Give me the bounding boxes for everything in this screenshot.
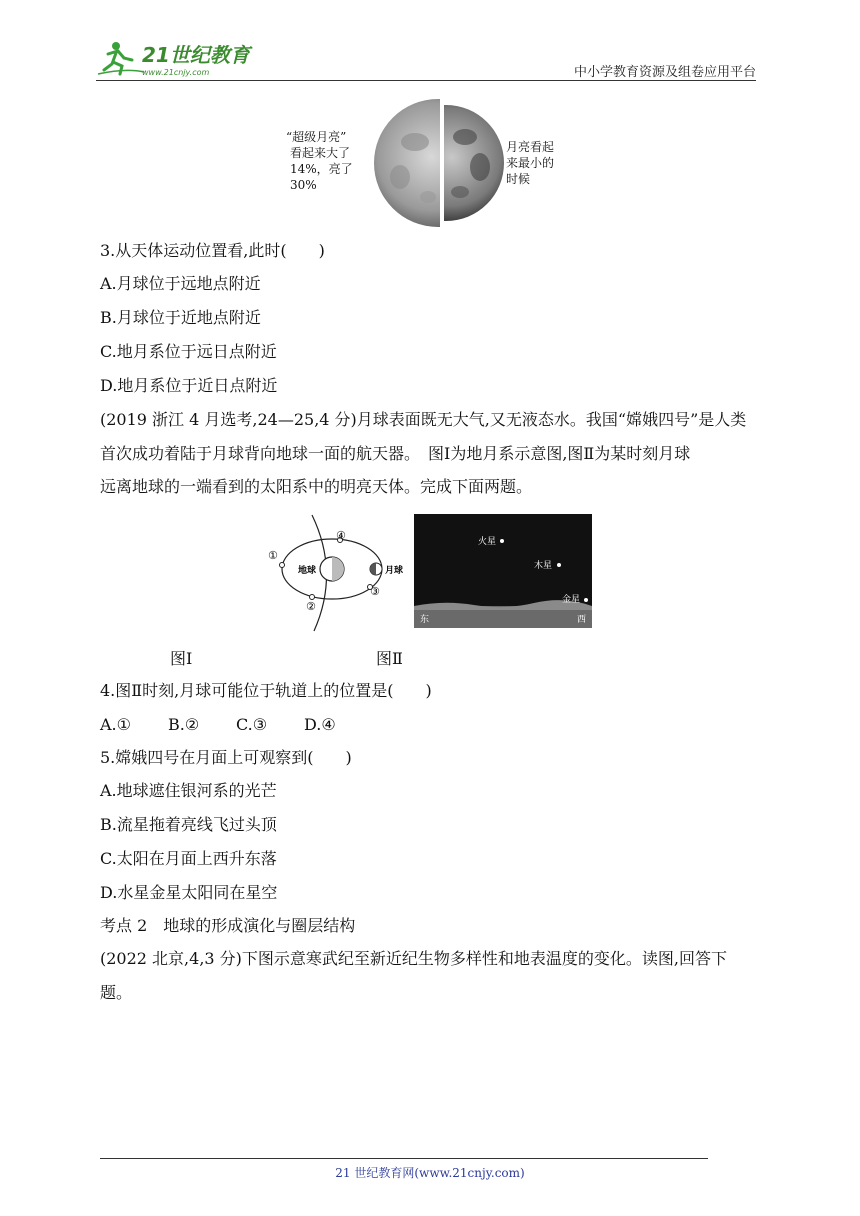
section-title: 考点 2 地球的形成演化与圈层结构 — [100, 916, 356, 935]
q5-option-c: C.太阳在月面上西升东落 — [100, 849, 277, 868]
q5-option-d: D.水星金星太阳同在星空 — [100, 883, 278, 902]
position-3-label: ③ — [370, 585, 380, 598]
position-2-label: ② — [306, 600, 316, 613]
footer-divider — [100, 1158, 708, 1159]
q4-option-a: A.① — [100, 715, 131, 734]
q5-option-a: A.地球遮住银河系的光芒 — [100, 781, 277, 800]
intro-line-1: (2019 浙江 4 月选考,24—25,4 分)月球表面既无大气,又无液态水。我国“嫦娥四号”是人类 — [100, 410, 747, 429]
q5-stem: 5.嫦娥四号在月面上可观察到( ) — [100, 748, 352, 767]
passage-intro-2 — [100, 942, 764, 1009]
intro-line-3: 远离地球的一端看到的太阳系中的明亮天体。完成下面两题。 — [100, 477, 533, 496]
venus-label: 金星 — [562, 595, 581, 605]
header-divider — [96, 80, 756, 81]
jupiter-dot — [557, 563, 561, 567]
position-4-label: ④ — [336, 529, 346, 542]
q4-stem: 4.图Ⅱ时刻,月球可能位于轨道上的位置是( ) — [100, 681, 432, 700]
q3-option-b: B.月球位于近地点附近 — [100, 308, 261, 327]
q4-option-c: C.③ — [236, 715, 268, 734]
mars-label: 火星 — [478, 537, 497, 547]
lunar-night-sky-figure — [414, 514, 592, 628]
site-logo — [96, 38, 256, 82]
super-moon-caption: “超级月亮” 看起来大了 14%，亮了 30% — [286, 130, 353, 192]
header-platform-text: 中小学教育资源及组卷应用平台 — [573, 65, 756, 80]
q3-option-a: A.月球位于远地点附近 — [100, 274, 261, 293]
q4-option-d: D.④ — [304, 715, 336, 734]
moon-comparison-figure — [280, 97, 570, 229]
q5-option-b: B.流星拖着亮线飞过头顶 — [100, 815, 277, 834]
q3-option-d: D.地月系位于近日点附近 — [100, 376, 278, 395]
logo-text: 21世纪教育 — [142, 43, 250, 67]
jupiter-label: 木星 — [534, 561, 553, 571]
logo-url: www.21cnjy.com — [142, 68, 210, 77]
figure-1-caption: 图Ⅰ — [170, 649, 193, 668]
east-label: 东 — [420, 615, 430, 625]
figure-2-caption: 图Ⅱ — [376, 649, 403, 668]
intro2-line-2: 题。 — [100, 982, 133, 1002]
position-1-label: ① — [268, 549, 278, 562]
q3-stem: 3.从天体运动位置看,此时( ) — [100, 241, 325, 260]
footer-link[interactable]: 21 世纪教育网(www.21cnjy.com) — [335, 1166, 525, 1180]
small-moon-caption: 月亮看起 来最小的 时候 — [506, 140, 555, 186]
moon-label: 月球 — [385, 566, 404, 576]
q4-option-b: B.② — [168, 715, 200, 734]
earth-label: 地球 — [298, 566, 317, 576]
passage-intro — [100, 403, 764, 504]
earth-moon-system-diagram — [262, 513, 412, 633]
q4-options — [100, 714, 372, 736]
west-label: 西 — [577, 615, 587, 625]
intro2-line-1: (2022 北京,4,3 分)下图示意寒武纪至新近纪生物多样性和地表温度的变化。读图,回答下 — [100, 949, 727, 968]
intro-line-2: 首次成功着陆于月球背向地球一面的航天器。 图Ⅰ为地月系示意图,图Ⅱ为某时刻月球 — [100, 443, 691, 463]
mars-dot — [500, 539, 504, 543]
venus-dot — [584, 598, 588, 602]
q3-option-c: C.地月系位于远日点附近 — [100, 342, 277, 361]
